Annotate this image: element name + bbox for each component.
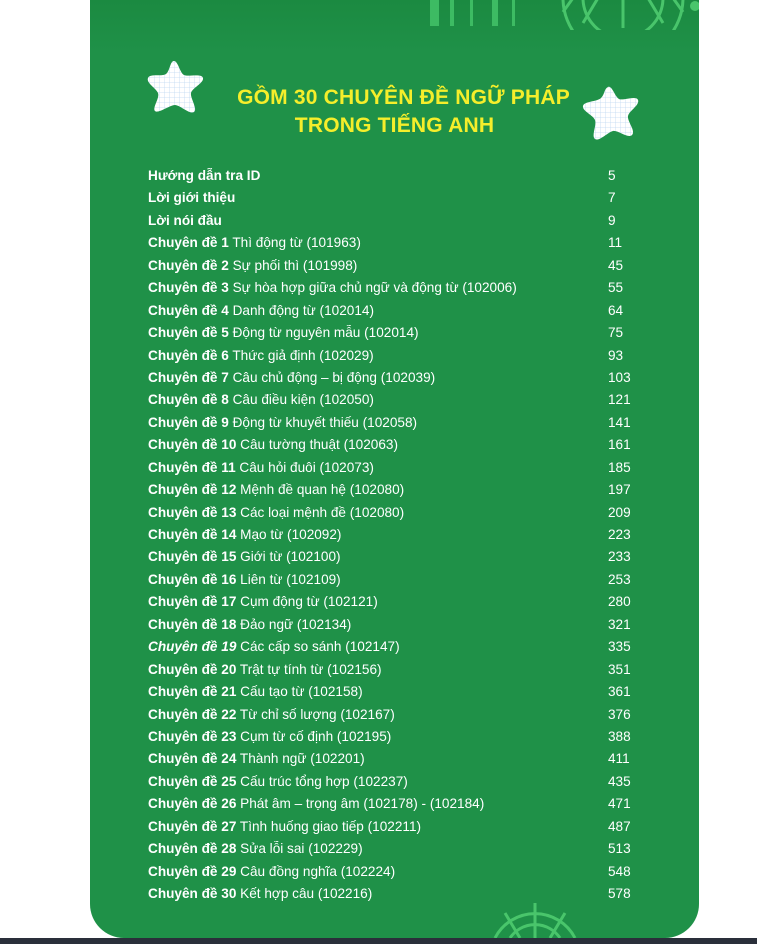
toc-entry [148, 348, 648, 370]
toc-entry-label [148, 190, 608, 205]
toc-entry [148, 729, 648, 751]
toc-entry-page: 548 [608, 863, 631, 879]
toc-entry-lead: Chuyên đề 1 [148, 235, 229, 251]
toc-entry [148, 572, 648, 594]
bottom-bar [0, 938, 757, 944]
toc-entry-page: 121 [608, 392, 631, 408]
toc-entry-page: 361 [608, 684, 631, 700]
toc-page [90, 0, 699, 938]
toc-entry-page: 197 [608, 482, 631, 498]
toc-entry-lead: Chuyên đề 11 [148, 459, 236, 475]
toc-entry-lead: Chuyên đề 6 [148, 347, 229, 363]
toc-entry [148, 505, 648, 527]
toc-entry-topic: Thì động từ (101963) [228, 235, 361, 251]
title-line-1: GỒM 30 CHUYÊN ĐỀ NGỮ PHÁP [237, 86, 570, 109]
toc-entry-label [148, 280, 608, 295]
toc-entry-lead: Chuyên đề 7 [148, 369, 229, 385]
toc-entry-label [148, 549, 608, 564]
toc-entry-page: 55 [608, 280, 624, 296]
toc-entry-topic: Sự hòa hợp giữa chủ ngữ và động từ (102006) [228, 280, 517, 296]
toc-entry [148, 415, 648, 437]
toc-entry-topic: Câu hỏi đuôi (102073) [235, 459, 374, 475]
toc-entry-topic: Động từ nguyên mẫu (102014) [228, 325, 419, 341]
toc-entry-page: 253 [608, 571, 631, 587]
toc-entry-label [148, 213, 608, 228]
toc-entry-label [148, 886, 608, 901]
toc-entry-page: 513 [608, 841, 631, 857]
toc-entry [148, 213, 648, 235]
toc-entry-topic: Các loại mệnh đề (102080) [236, 504, 405, 520]
toc-entry-page: 388 [608, 728, 631, 744]
toc-entry-lead: Chuyên đề 16 [148, 571, 237, 587]
toc-entry [148, 190, 648, 212]
toc-entry-topic: Mệnh đề quan hệ (102080) [236, 482, 405, 498]
toc-entry [148, 751, 648, 773]
toc-entry-page: 280 [608, 594, 631, 610]
toc-entry-page: 335 [608, 639, 631, 655]
toc-entry-page: 11 [608, 235, 623, 251]
toc-entry-label [148, 392, 608, 407]
toc-entry-topic: Tình huống giao tiếp (102211) [236, 818, 422, 834]
toc-entry-label [148, 729, 608, 744]
toc-entry-page: 45 [608, 257, 624, 273]
toc-entry-topic: Trật tự tính từ (102156) [236, 661, 382, 677]
toc-entry-page: 103 [608, 369, 631, 385]
toc-entry-label [148, 864, 608, 879]
toc-entry-label [148, 617, 608, 632]
toc-entry [148, 370, 648, 392]
toc-entry [148, 819, 648, 841]
toc-entry-label [148, 325, 608, 340]
toc-entry-lead: Hướng dẫn tra ID [148, 168, 261, 183]
toc-entry-page: 578 [608, 886, 631, 901]
toc-entry [148, 527, 648, 549]
toc-entry-label [148, 437, 608, 452]
toc-entry [148, 549, 648, 571]
toc-entry-label [148, 348, 608, 363]
toc-entry-label [148, 774, 608, 789]
toc-entry-topic: Thành ngữ (102201) [236, 751, 365, 767]
toc-entry-topic: Từ chỉ số lượng (102167) [236, 706, 395, 722]
toc-entry-label [148, 482, 608, 497]
title-line-2: TRONG TIẾNG ANH [294, 114, 495, 137]
toc-entry-topic: Câu tường thuật (102063) [236, 437, 398, 453]
toc-entry-lead: Chuyên đề 3 [148, 280, 229, 296]
toc-entry-topic: Sự phối thì (101998) [228, 257, 358, 273]
toc-entry-page: 64 [608, 302, 624, 318]
toc-entry-page: 5 [608, 168, 616, 183]
toc-entry-topic: Phát âm – trọng âm (102178) - (102184) [236, 796, 485, 812]
toc-entry-lead: Chuyên đề 28 [148, 841, 237, 857]
toc-entry [148, 392, 648, 414]
toc-entry-label [148, 639, 608, 654]
toc-entry-lead: Chuyên đề 14 [148, 527, 237, 542]
toc-entry-label [148, 370, 608, 385]
toc-entry-label [148, 527, 608, 542]
toc-entry-lead: Chuyên đề 24 [148, 751, 237, 767]
toc-entry-lead: Chuyên đề 25 [148, 773, 237, 789]
toc-entry-page: 7 [608, 190, 616, 206]
table-of-contents [148, 168, 648, 908]
toc-entry-lead: Chuyên đề 27 [148, 818, 237, 834]
toc-entry [148, 460, 648, 482]
toc-entry [148, 168, 648, 190]
toc-entry-label [148, 594, 608, 609]
toc-entry-lead: Chuyên đề 20 [148, 661, 237, 677]
toc-entry-topic: Kết hợp câu (102216) [236, 886, 373, 901]
toc-entry-lead: Chuyên đề 9 [148, 414, 229, 430]
toc-entry-lead: Lời giới thiệu [148, 190, 236, 206]
toc-entry-lead: Chuyên đề 2 [148, 257, 229, 273]
toc-entry [148, 662, 648, 684]
toc-entry-topic: Câu chủ động – bị động (102039) [228, 369, 436, 385]
toc-entry-lead: Chuyên đề 18 [148, 616, 237, 632]
toc-entry-topic: Liên từ (102109) [236, 571, 341, 587]
toc-entry [148, 280, 648, 302]
toc-entry-lead: Chuyên đề 8 [148, 392, 229, 408]
toc-entry-page: 376 [608, 706, 631, 722]
toc-entry [148, 796, 648, 818]
toc-entry-topic: Động từ khuyết thiếu (102058) [228, 414, 418, 430]
toc-entry-lead: Chuyên đề 21 [148, 684, 237, 700]
toc-entry-lead: Chuyên đề 19 [148, 639, 237, 655]
toc-entry-label [148, 460, 608, 475]
toc-entry [148, 774, 648, 796]
toc-entry-topic: Giới từ (102100) [236, 549, 341, 565]
toc-entry [148, 235, 648, 257]
toc-entry [148, 639, 648, 661]
toc-entry-page: 487 [608, 818, 631, 834]
toc-entry-page: 471 [608, 796, 631, 812]
toc-entry-lead: Chuyên đề 12 [148, 482, 237, 498]
toc-entry-page: 435 [608, 773, 631, 789]
toc-entry-label [148, 796, 608, 811]
toc-entry-page: 209 [608, 504, 631, 520]
toc-entry-topic: Thức giả định (102029) [228, 347, 374, 363]
page-title [90, 84, 699, 140]
toc-entry-page: 161 [608, 437, 631, 453]
toc-entry-page: 321 [608, 616, 631, 632]
toc-entry-label [148, 751, 608, 766]
toc-entry-page: 351 [608, 661, 631, 677]
toc-entry-label [148, 684, 608, 699]
toc-entry [148, 482, 648, 504]
toc-entry-lead: Chuyên đề 23 [148, 728, 237, 744]
toc-entry-lead: Chuyên đề 30 [148, 886, 237, 901]
toc-entry [148, 258, 648, 280]
toc-entry-label [148, 662, 608, 677]
toc-entry-label [148, 572, 608, 587]
toc-entry-lead: Lời nói đầu [148, 212, 222, 228]
toc-entry [148, 437, 648, 459]
toc-entry-topic: Cụm từ cố định (102195) [236, 728, 392, 744]
toc-entry-topic: Câu đồng nghĩa (102224) [236, 863, 396, 879]
toc-entry-topic: Cấu trúc tổng hợp (102237) [236, 773, 408, 789]
toc-entry-page: 233 [608, 549, 631, 565]
toc-entry-label [148, 415, 608, 430]
toc-entry-lead: Chuyên đề 29 [148, 863, 237, 879]
toc-entry-topic: Mạo từ (102092) [236, 527, 342, 542]
toc-entry-lead: Chuyên đề 22 [148, 706, 237, 722]
toc-entry-page: 75 [608, 325, 624, 341]
toc-entry [148, 684, 648, 706]
toc-entry [148, 325, 648, 347]
toc-entry-label [148, 707, 608, 722]
toc-entry-lead: Chuyên đề 4 [148, 302, 229, 318]
toc-entry-page: 9 [608, 212, 616, 228]
toc-entry-page: 223 [608, 527, 631, 542]
stripes-decoration [430, 0, 540, 26]
toc-entry-lead: Chuyên đề 17 [148, 594, 237, 610]
toc-entry-label [148, 168, 608, 183]
toc-entry-topic: Danh động từ (102014) [228, 302, 374, 318]
toc-entry-topic: Cụm động từ (102121) [236, 594, 378, 610]
toc-entry-label [148, 505, 608, 520]
toc-entry [148, 864, 648, 886]
toc-entry-topic: Sửa lỗi sai (102229) [236, 841, 363, 857]
toc-entry-topic: Câu điều kiện (102050) [228, 392, 374, 408]
toc-entry-page: 185 [608, 459, 631, 475]
toc-entry-topic: Cấu tạo từ (102158) [236, 684, 363, 700]
circle-decoration [553, 0, 699, 30]
toc-entry-label [148, 819, 608, 834]
toc-entry [148, 841, 648, 863]
toc-entry-label [148, 303, 608, 318]
toc-entry-label [148, 841, 608, 856]
toc-entry-page: 93 [608, 347, 624, 363]
toc-entry-lead: Chuyên đề 15 [148, 549, 237, 565]
toc-entry-lead: Chuyên đề 26 [148, 796, 237, 812]
toc-entry-topic: Các cấp so sánh (102147) [236, 639, 400, 655]
toc-entry [148, 303, 648, 325]
toc-entry-label [148, 235, 608, 250]
toc-entry [148, 617, 648, 639]
toc-entry-page: 411 [608, 751, 630, 767]
toc-entry [148, 594, 648, 616]
toc-entry-lead: Chuyên đề 5 [148, 325, 229, 341]
toc-entry [148, 886, 648, 908]
toc-entry-topic: Đảo ngữ (102134) [236, 616, 352, 632]
toc-entry-label [148, 258, 608, 273]
toc-entry-lead: Chuyên đề 13 [148, 504, 237, 520]
toc-entry-lead: Chuyên đề 10 [148, 437, 237, 453]
toc-entry-page: 141 [608, 414, 631, 430]
toc-entry [148, 707, 648, 729]
